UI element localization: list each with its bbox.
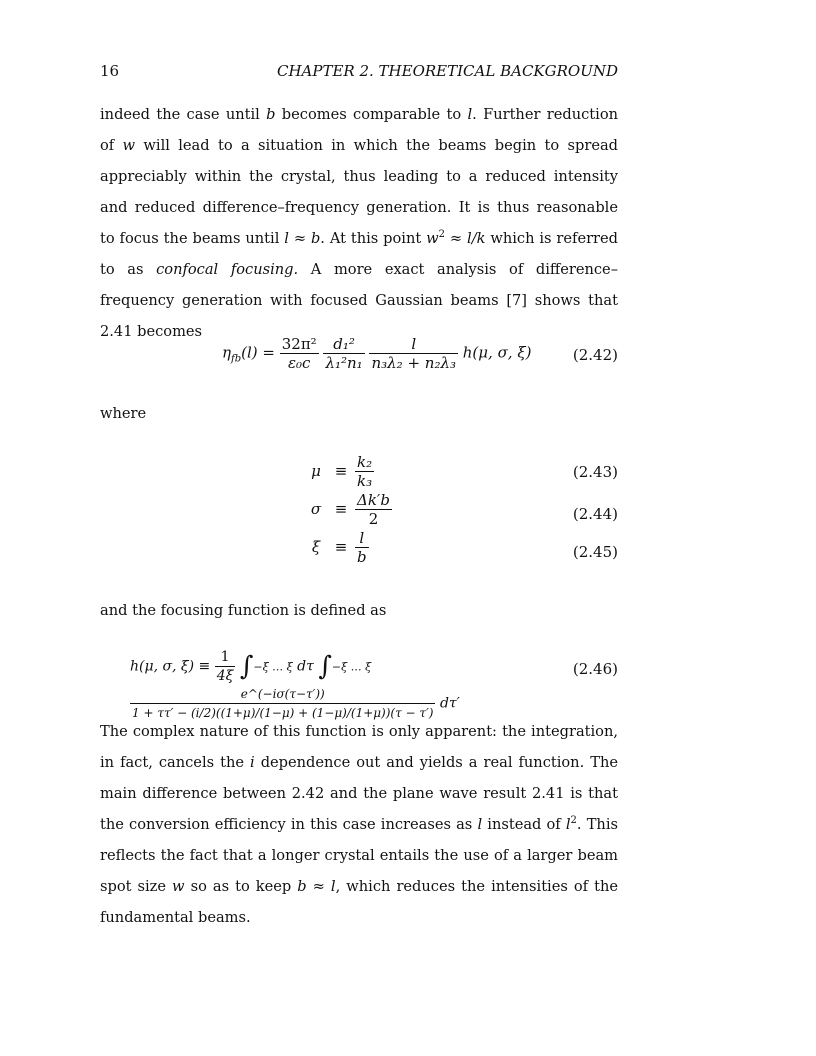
equation-number-2-42: (2.42): [572, 346, 618, 364]
page: [100, 0, 618, 1056]
definition-sigma: σ ≡ $\frac{\Delta k'b}{2}$: [310, 490, 390, 528]
equation-number-2-44: (2.44): [572, 505, 618, 523]
definitions: [305, 452, 392, 566]
running-header: [100, 62, 618, 82]
paragraph-3: The complex nature of this function is only apparent: the integration, in fact, cancels the i dependence out and yields a real function. The main difference between 2.42 and the plane wave result 2.41 is that the conversion efficiency in this case increases as l instead of $l^2$. This reflects the fact that a longer crystal entails the use of a larger beam spot size w so as to keep b ≈ l, which reduces the intensities of the fundamental beams.: [100, 723, 619, 926]
equation-number-2-45: (2.45): [572, 543, 618, 561]
equation-2-42: $\eta_{fb}(l)$ = $\frac{\text{32π²}}{\text{ε₀c}}$ $\frac{\text{d₁²}}{\text{λ₁²n₁}}$ $\frac{l}{\text{n₃λ₂ + n₂λ₃}}$ h(μ, σ, ξ): [222, 335, 532, 372]
where-label: where: [100, 405, 147, 422]
equation-2-46: h(μ, σ, ξ) ≡ $\frac{1}{4\xi}$ ∫−ξ … ξ dτ ∫−ξ … ξ $\frac{e\^{}(-i\sigma(\tau-\tau'))}{1 + \tau\tau' - (i/2)((1+\mu)/(1-\mu) + (1-\mu)/(1+\mu))(\tau - \tau')}$ dτ′: [130, 649, 460, 720]
fraction-3: $\frac{l}{\text{n₃λ₂ + n₂λ₃}}$: [371, 335, 456, 372]
fraction-1: $\frac{\text{32π²}}{\text{ε₀c}}$: [281, 335, 317, 372]
chapter-title: CHAPTER 2. THEORETICAL BACKGROUND: [276, 62, 618, 80]
paragraph-1: indeed the case until b becomes comparable to l. Further reduction of w will lead to a situation in which the beams begin to spread appreciably within the crystal, thus leading to a reduced intensity and reduced difference–frequency generation. It is thus reasonable to focus the beams until l ≈ b. At this point $w^2 \approx l/k$ which is referred to as confocal focusing. A more exact analysis of difference–frequency generation with focused Gaussian beams [7] shows that 2.41 becomes: [100, 106, 619, 340]
definition-xi: ξ ≡ $\frac{l}{b}$: [311, 528, 367, 566]
fraction-2: $\frac{\text{d₁²}}{\text{λ₁²n₁}}$: [325, 335, 363, 372]
page-number: 16: [100, 62, 120, 80]
paragraph-2: and the focusing function is defined as: [100, 602, 387, 619]
equation-number-2-46: (2.46): [572, 660, 618, 678]
definition-mu: μ ≡ $\frac{\text{k₂}}{\text{k₃}}$: [311, 452, 373, 490]
equation-number-2-43: (2.43): [572, 463, 618, 481]
